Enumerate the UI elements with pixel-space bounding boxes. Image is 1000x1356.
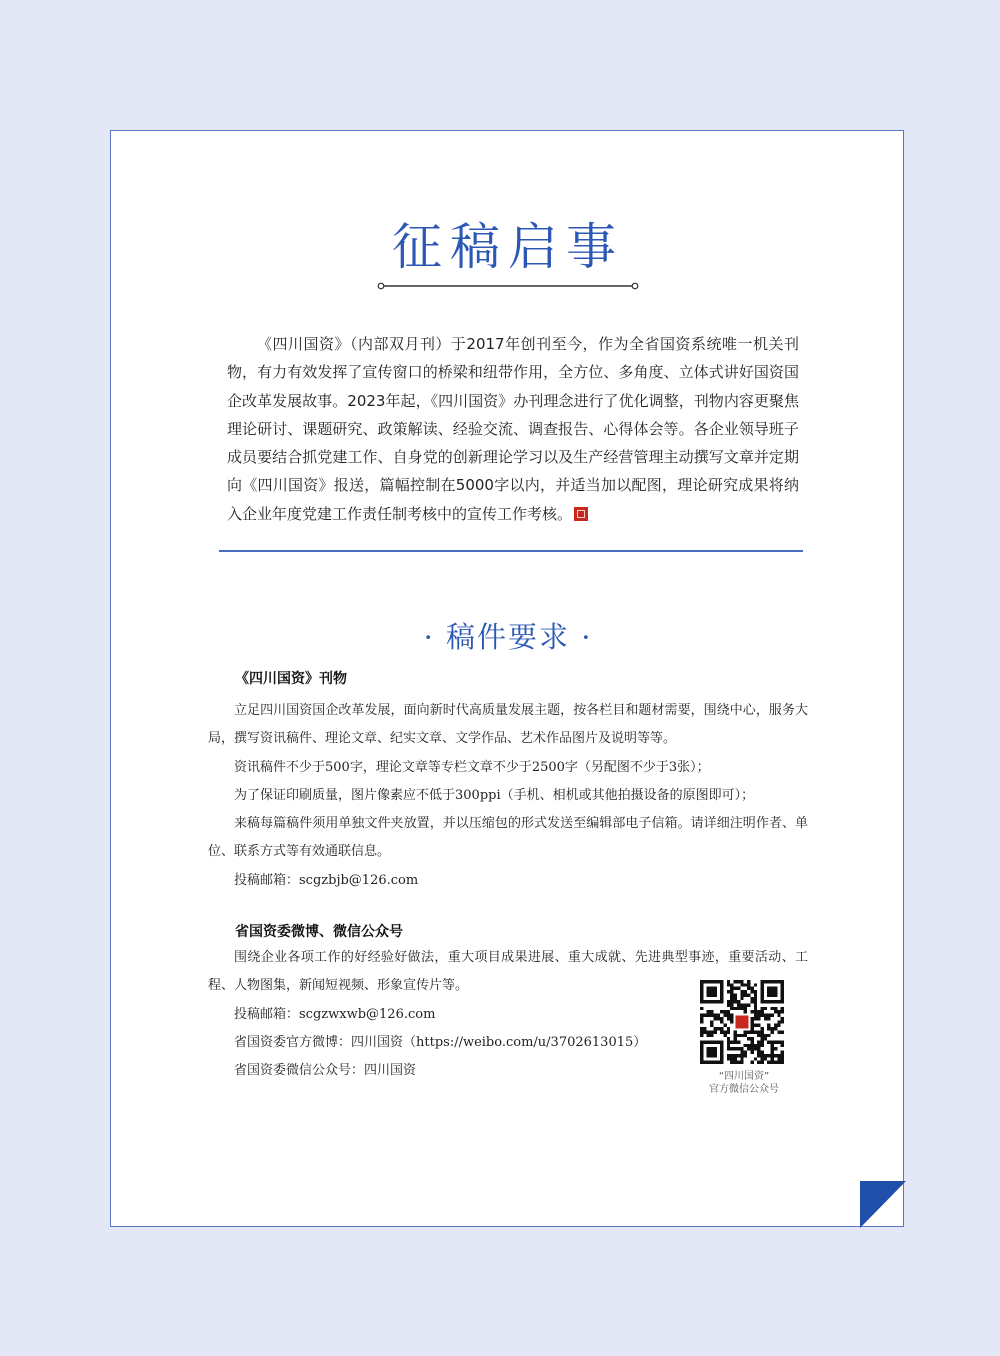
social-heading: 省国资委微博、微信公众号: [235, 924, 403, 940]
magazine-line: 为了保证印刷质量，图片像素应不低于300ppi（手机、相机或其他拍摄设备的原图即可）；: [234, 787, 755, 803]
page-fold-corner: [860, 1181, 906, 1228]
wechat-qr-code: [700, 980, 784, 1064]
social-wechat: 省国资委微信公众号：四川国资: [234, 1063, 417, 1079]
magazine-heading: 《四川国资》刊物: [235, 671, 347, 687]
section-divider: [219, 550, 803, 552]
qr-caption: [681, 1070, 807, 1096]
magazine-line: 来稿每篇稿件须用单独文件夹放置，并以压缩包的形式发送至编辑部电子信箱。请详细注明作者、单位、联系方式等有效通联信息。: [208, 816, 808, 860]
magazine-requirements: [208, 697, 808, 895]
qr-caption-name: “四川国资”: [718, 1071, 770, 1082]
magazine-line: 立足四川国资国企改革发展，面向新时代高质量发展主题，按各栏目和题材需要，围绕中心，服务大局，撰写资讯稿件、理论文章、纪实文章、文学作品、艺术作品图片及说明等等。: [208, 703, 808, 747]
section-title: · 稿件要求 ·: [423, 620, 593, 654]
intro-text: 《四川国资》（内部双月刊）于2017年创刊至今，作为全省国资系统唯一机关刊物，有力有效发挥了宣传窗口的桥梁和纽带作用，全方位、多角度、立体式讲好国资国企改革发展故事。2023年起，《四川国资》办刊理念进行了优化调整，刊物内容更聚焦理论研讨、课题研究、政策解读、经验交流、调查报告、心得体会等。各企业领导班子成员要结合抓党建工作、自身党的创新理论学习以及生产经营管理主动撰写文章并定期向《四川国资》报送，篇幅控制在5000字以内，并适当加以配图，理论研究成果将纳入企业年度党建工作责任制考核中的宣传工作考核。: [227, 335, 799, 523]
social-email: 投稿邮箱：scgzwxwb@126.com: [234, 1006, 436, 1022]
page-title: 征稿启事: [392, 218, 624, 276]
end-mark-icon: [574, 507, 588, 521]
social-line: 围绕企业各项工作的好经验好做法，重大项目成果进展、重大成就、先进典型事迹，重要活动、工程、人物图集，新闻短视频、形象宣传片等。: [208, 950, 808, 994]
magazine-line: 资讯稿件不少于500字，理论文章等专栏文章不少于2500字（另配图不少于3张）；: [234, 759, 710, 775]
magazine-email: 投稿邮箱：scgzbjb@126.com: [234, 872, 419, 888]
title-underline: [377, 281, 639, 291]
qr-caption-desc: 官方微信公众号: [709, 1084, 779, 1095]
social-weibo: 省国资委官方微博：四川国资（https://weibo.com/u/3702613015）: [234, 1034, 647, 1050]
intro-paragraph: [227, 330, 799, 528]
notice-card: [110, 130, 904, 1227]
